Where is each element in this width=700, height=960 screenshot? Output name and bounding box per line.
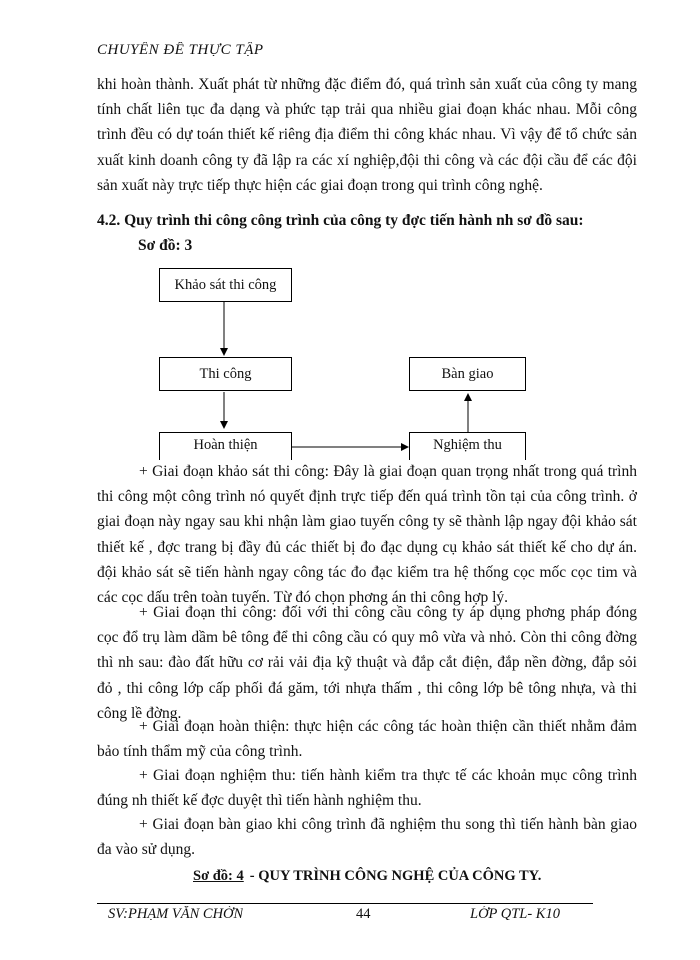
section-heading: 4.2. Quy trình thi công công trình của công ty đợc tiến hành nh sơ đồ sau:	[97, 212, 584, 229]
caption-text: - QUY TRÌNH CÔNG NGHỆ CỦA CÔNG TY.	[249, 868, 542, 884]
footer-rule	[97, 903, 593, 904]
node-handover: Bàn giao	[409, 357, 526, 391]
node-acceptance: Nghiệm thu	[409, 432, 526, 460]
node-construction: Thi công	[159, 357, 292, 391]
stage-survey-paragraph: + Giai đoạn khảo sát thi công: Đây là giai đoạn quan trọng nhất trong quá trình thi công một công trình nó quyết định trực tiếp đến quá trình tồn tại của công trình. ở giai đoạn này ngay sau khi nhận làm giao tuyến công ty sẽ thành lập ngay đội khảo sát thiết kế , đợc trang bị đầy đủ các thiết bị đo đạc dụng cụ khảo sát thiết kế cho dự án. đội khảo sát sẽ tiến hành ngay công tác đo đạc kiểm tra hệ thống cọc mốc cọc tim và các cọc dấu trên toàn tuyến. Từ đó chọn phơng án thi công hợp lý.	[97, 463, 637, 607]
stage-construction-paragraph: + Giai đoạn thi công: đối với thi công cầu công ty áp dụng phơng pháp đóng cọc đổ trụ làm dầm bê tông để thi công cầu có quy mô vừa và nhỏ. Còn thi công đờng thì nh sau: đào đất hữu cơ rải vải địa kỹ thuật và đắp cắt điện, đắp nền đờng, đắp sỏi đỏ , thi công lớp cấp phối đá găm, tới nhựa thấm , thi công lớp bê tông nhựa, và thi công lề đờng.	[97, 604, 637, 722]
caption-label: Sơ đồ: 4	[193, 868, 244, 884]
stage-acceptance-paragraph: + Giai đoạn nghiệm thu: tiến hành kiểm tra thực tế các khoản mục công trình đúng nh thiết kế đợc duyệt thì tiến hành nghiệm thu.	[97, 767, 637, 810]
stage-handover-paragraph: + Giai đoạn bàn giao khi công trình đã nghiệm thu song thì tiến hành bàn giao đa vào sử dụng.	[97, 816, 637, 859]
footer-class: LỚP QTL- K10	[470, 906, 560, 920]
intro-paragraph: khi hoàn thành. Xuất phát từ những đặc điểm đó, quá trình sản xuất của công ty mang tính chất liên tục đa dạng và phức tạp trải qua nhiều giai đoạn khác nhau. Mỗi công trình đều có dự toán thiết kế riêng địa điểm thi công khác nhau. Vì vậy để tổ chức sản xuất kinh doanh công ty đã lập ra các xí nghiệp,đội thi công và các đội cầu để các đội sản xuất này trực tiếp thực hiện các giai đoạn trong qui trình công nghệ.	[97, 76, 637, 194]
stage-completion-paragraph: + Giai đoạn hoàn thiện: thực hiện các công tác hoàn thiện cần thiết nhằm đảm bảo tính thẩm mỹ của công trình.	[97, 718, 637, 761]
figure-caption	[193, 868, 541, 885]
diagram-label: Sơ đồ: 3	[138, 237, 193, 254]
node-survey: Khảo sát thi công	[159, 268, 292, 302]
node-completion: Hoàn thiện	[159, 432, 292, 460]
footer-student: SV:PHẠM VĂN CHỜN	[108, 906, 244, 920]
page-header-title: CHUYÊN ĐỀ THỰC TẬP	[97, 42, 264, 56]
footer-page-number: 44	[356, 906, 371, 920]
